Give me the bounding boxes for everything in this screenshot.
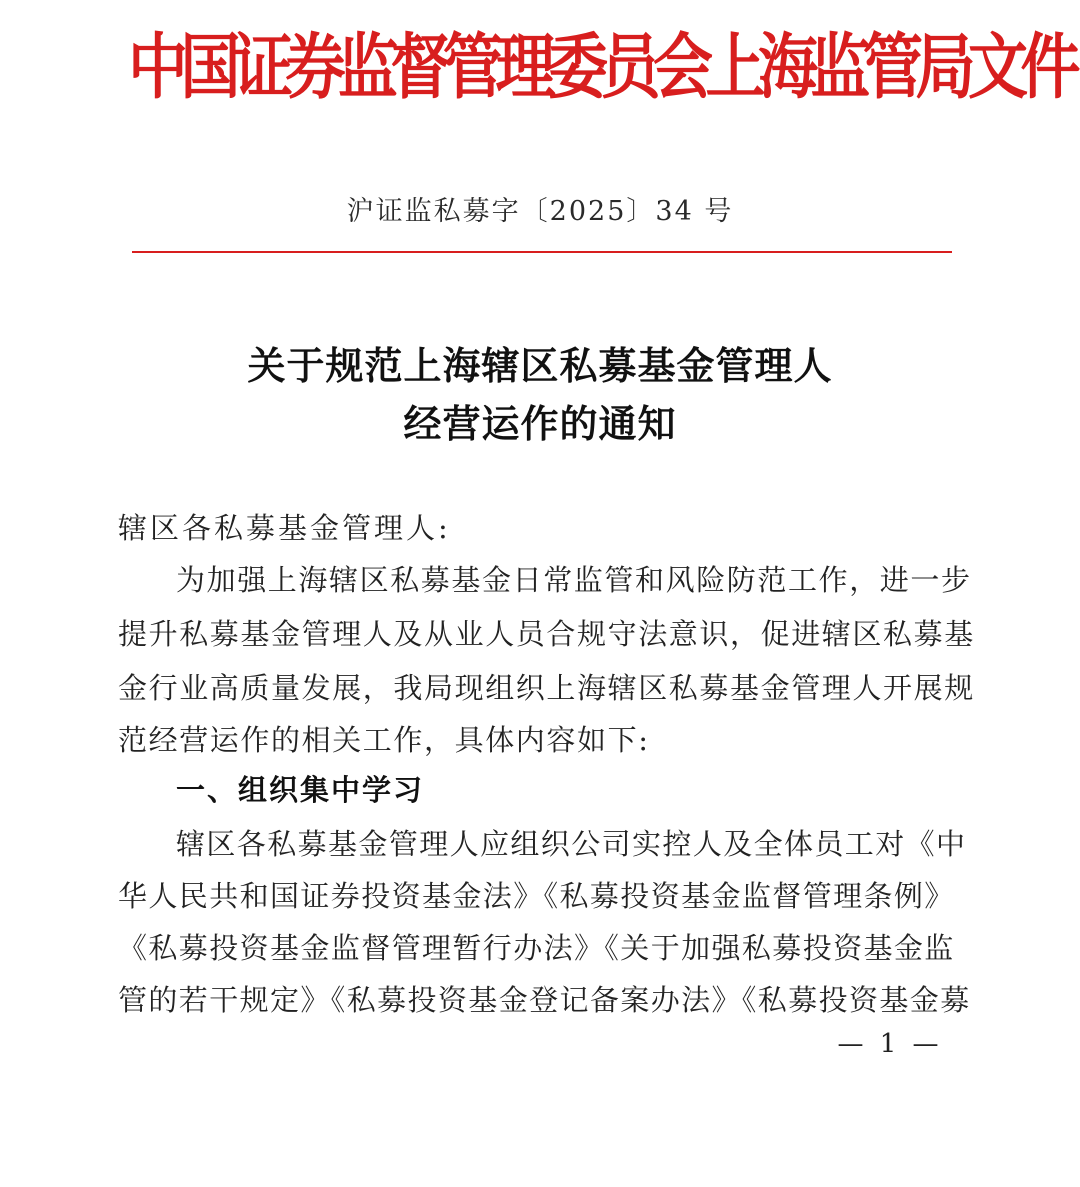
document-number: 沪证监私募字〔2025〕34 号 [346,196,734,227]
paragraph-1-line: 提升私募基金管理人及从业人员合规守法意识，促进辖区私募基 [118,617,975,651]
red-divider-line [132,251,952,253]
document-title-line-1: 关于规范上海辖区私募基金管理人 [247,343,833,388]
section-1-heading: 一、组织集中学习 [176,773,425,807]
paragraph-2-line: 辖区各私募基金管理人应组织公司实控人及全体员工对《中 [176,827,967,861]
paragraph-2-line: 《私募投资基金监督管理暂行办法》《关于加强私募投资基金监 [118,931,955,965]
paragraph-1-line: 范经营运作的相关工作，具体内容如下: [118,723,650,757]
paragraph-2-line: 管的若干规定》《私募投资基金登记备案办法》《私募投资基金募 [118,983,971,1017]
paragraph-1-line: 为加强上海辖区私募基金日常监管和风险防范工作，进一步 [176,563,972,597]
issuer-header-title: 中国证券监督管理委员会上海监管局文件 [128,26,1073,110]
salutation: 辖区各私募基金管理人: [118,511,451,545]
paragraph-2-line: 华人民共和国证券投资基金法》《私募投资基金监督管理条例》 [118,879,955,913]
paragraph-1-line: 金行业高质量发展，我局现组织上海辖区私募基金管理人开展规 [118,671,975,705]
page-number: — 1 — [837,1029,943,1059]
document-title-line-2: 经营运作的通知 [403,401,677,446]
